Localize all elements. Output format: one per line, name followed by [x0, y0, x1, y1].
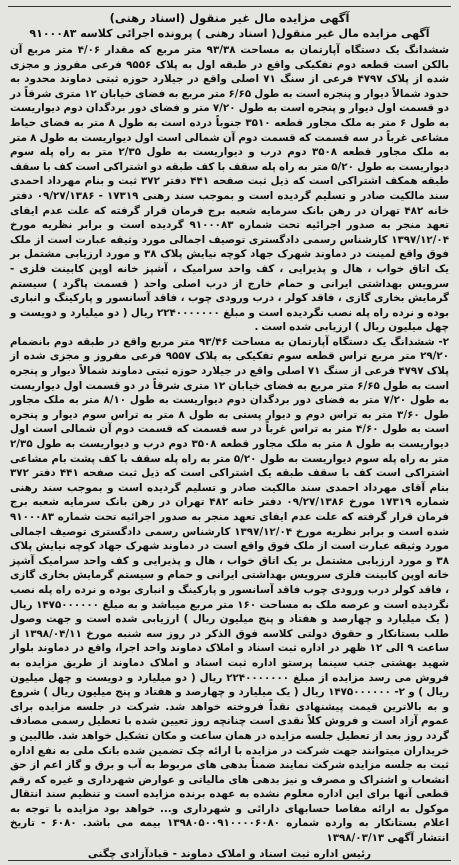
notice-frame [8, 6, 451, 861]
notice-paragraph-2: ۲- ششدانگ یک دستگاه آپارتمان به مساحت ۹۳/۴۶ متر مربع واقع در طبقه دوم بانضمام ۲۹/۲۰ متر مربع تراس قطعه سوم تفکیکی به پلاک ۹۵۵۷ فرعی مفروز و مجزی شده از پلاک ۴۷۹۷ فرعی از سنگ ۷۱ اصلی واقع در جیلارد حوزه ثبتی دماوند شمالاً دیوار و پنجره است به طول ۶/۶۵ متر مربع به فضای خیابان ۱۲ متری شرقاً در دو قسمت اول دیواریست به طول ۷/۲۰ متر به فضای دور بردگدان دوم دیواریست به طول ۸/۱۰ متر به ملک مجاور طول ۳/۶۰ متر به تراس دوم و دیوار پستی به طول ۸ متر به تراس سوم دیوار و پنجره است به طول ۴/۶۰ متر به تراس غرباً در سه قسمت که قسمت دوم آن شمالی است اول دیواریست به طول ۸ متر به ملک مجاور قطعه ۳۵۰۸ دوم درب و دیواریست به طول ۲/۳۵ متر به راه پله سوم دیواریست به طول ۵/۲۰ متر به راه پله سقف با کف پشت بام مشاعی اشتراکی است کف با سقف طبقه یک اشتراکی است که ذیل ثبت صفحه ۴۴۱ دفتر ۳۷۲ بنام آقای مهرداد احمدی سند مالکیت صادر و تسلیم گردیده است و بموجب سند رهنی شماره ۱۷۳۱۹ مورخ ۰۹/۲۷/۱۳۸۶ دفتر خانه ۴۸۲ تهران در رهن بانک سرمایه شعبه برج فرمان قرار گرفته که علت عدم ایفای تعهد منجر به صدور اجرائیه تحت شماره ۹۱۰۰۰۸۳ شده است و برابر نظریه مورخ ۱۳۹۷/۱۲/۰۴ کارشناس رسمی دادگستری توصیف اجمالی مورد وثیقه عبارت است از ملک فوق واقع است در دماوند شهرک جهاد کوچه نیایش پلاک ۳۸ و مورد ارزیابی مشتمل بر یک اتاق خواب ، هال و پذیرایی و کف واحد سرامیک آشپز خانه اوپن کابینت فلزی سرویس بهداشتی ایرانی و حمام و سیستم گرمایش بخاری گازی ، فاقد کولر درب ورودی چوب فاقد آسانسور و پارکینگ و انباری بوده و نرده راه پله نصب نگردیده است و عرصه ملک به مساحت ۱۶۰ متر مربع میباشد و به مبلغ ۱۴۷۵۰۰۰۰۰۰ ریال ( یک میلیارد و چهارصد و هفتاد و پنج میلیون ریال ) ارزیابی شده است و جهت وصول طلب بستانکار و حقوق دولتی کلاسه فوق الذکر در روز سه شنبه مورخ ۱۳۹۸/۰۴/۱۱ از ساعت ۹ الی ۱۲ ظهر در اداره ثبت اسناد و املاک دماوند واحد اجرا، واقع در دماوند بلوار شهید بهشتی جنب سینما پرستو اداره ثبت اسناد و املاک دماوند از طریق مزایده به فروش می رسد مزایده از مبلغ ۲۲۴۰۰۰۰۰۰۰ ریال ( دو میلیارد و دویست و چهل میلیون ریال ) و ۲- ۱۴۷۵۰۰۰۰۰۰ ریال ( یک میلیارد و چهارصد و هفتاد و پنج میلیون ریال ) شروع و به بالاترین قیمت پیشنهادی نقداً فروخته خواهد شد. شرکت در جلسه مزایده برای عموم آزاد است و فروش کلاً نقدی است چنانچه روز تعیین شده با تعطیل رسمی مصادف گردد روز بعد از تعطیل جلسه مزایده در همان ساعت و مکان تشکیل خواهد شد. طالبین و خریداران میتوانند جهت شرکت در مزایده با ارائه چک تضمین شده بانک ملی به نفع اداره ثبت به جلسه مزایده شرکت نمایند ضمناً بدهی های مربوط به آب و برق و گاز اعم از حق انشعاب و اشتراک و مصرف و نیز بدهی های مالیاتی و عوارض شهرداری و غیره که رقم قطعی آنها برای این اداره معلوم نشده به عهده برنده مزایده است و تنظیم سند انتقال موکول به ارائه مفاصا حسابهای دارائی و شهرداری و... خواهد بود مزایده با توجه به اعلام بستانکار به وارده شماره ۱۳۹۸۰۵۰۰۹۱۰۰۰۰۶۰۸۰ بیمه می باشد. ۶۰۸۰ - تاریخ انتشار آگهی ۱۳۹۸/۰۳/۱۳ [10, 335, 450, 845]
notice-signature: رئیس اداره ثبت اسناد و املاک دماوند - قبادآزادی چگنی [87, 847, 372, 860]
notice-subtitle: آگهی مزایده مال غیر منقول( اسناد رهنی ) پرونده اجرائی کلاسه ۹۱۰۰۰۸۳ [29, 27, 430, 40]
notice-body [10, 43, 449, 846]
notice-paragraph-1: ششدانگ یک دستگاه آپارتمان به مساحت ۹۳/۳۸ متر مربع که مقدار ۴/۰۶ متر مربع آن بالکن است قطعه دوم تفکیکی واقع در طبقه اول به پلاک ۹۵۵۶ فرعی مفروز و مجزی شده از پلاک ۴۷۹۷ فرعی از سنگ ۷۱ اصلی واقع در جیلارد حوزه ثبتی دماوند محدود به حدود شمالاً دیوار و پنجره است به طول ۶/۶۵ متر مربع به فضای خیابان ۱۲ متری شرقاً در دو قسمت اول دیوار و پنجره است به طول ۷/۲۰ متر و فضای دور بردگدان دوم دیواریست به طول ۶ متر به ملک مجاور قطعه ۳۵۱۰ جنوباً درده است به طول ۸ متر به فضای حیاط مشاعی غرباً در سه قسمت که قسمت دوم آن شمالی است اول دیواریست به طول ۸ متر به ملک مجاور قطعه ۳۵۰۸ دوم درب و دیواریست به طول ۲/۳۵ متر به راه پله سوم دیواریست به طول ۵/۲۰ متر به راه پله سقف با کف طبقه دو اشتراکی است کف با سقف طبقه همکف اشتراکی است که ذیل ثبت صفحه ۴۴۱ دفتر ۳۷۲ ثبت و بنام مهرداد احمدی سند مالکیت صادر و تسلیم گردیده است و بموجب سند رهنی ۱۷۳۱۹ - ۰۹/۲۷/۱۳۸۶ دفتر خانه ۴۸۲ تهران در رهن بانک سرمایه شعبه برج فرمان قرار گرفته که علت عدم ایفای تعهد منجر به صدور اجرائیه تحت شماره ۹۱۰۰۰۸۳ گردیده است و برابر نظریه مورخ ۱۳۹۷/۱۲/۰۴ کارشناس رسمی دادگستری توصیف اجمالی مورد وثیقه عبارت است از ملک فوق واقع لمینت در دماوند شهرک جهاد کوچه نیایش پلاک ۳۸ و مورد ارزیابی مشتمل بر یک اتاق خواب ، هال و پذیرایی ، کف واحد سرامیک ، آشپز خانه اوپن کابینت فلزی - سرویس بهداشتی ایرانی و حمام خارج از درب اصلی واحد ( قسمت پاگرد ) سیستم گرمایش بخاری گازی ، فاقد کولر ، درب ورودی چوب ، فاقد آسانسور و پارکینگ و انباری بوده و نرده راه پله نصب نگردیده است و مبلغ ۲۲۴۰۰۰۰۰۰۰ ریال ( دو میلیارد و دویست و چهل میلیون ریال ) ارزیابی شده است . [10, 44, 450, 334]
notice-title: آگهی مزایده مال غیر منقول (اسناد رهنی) [109, 11, 350, 25]
